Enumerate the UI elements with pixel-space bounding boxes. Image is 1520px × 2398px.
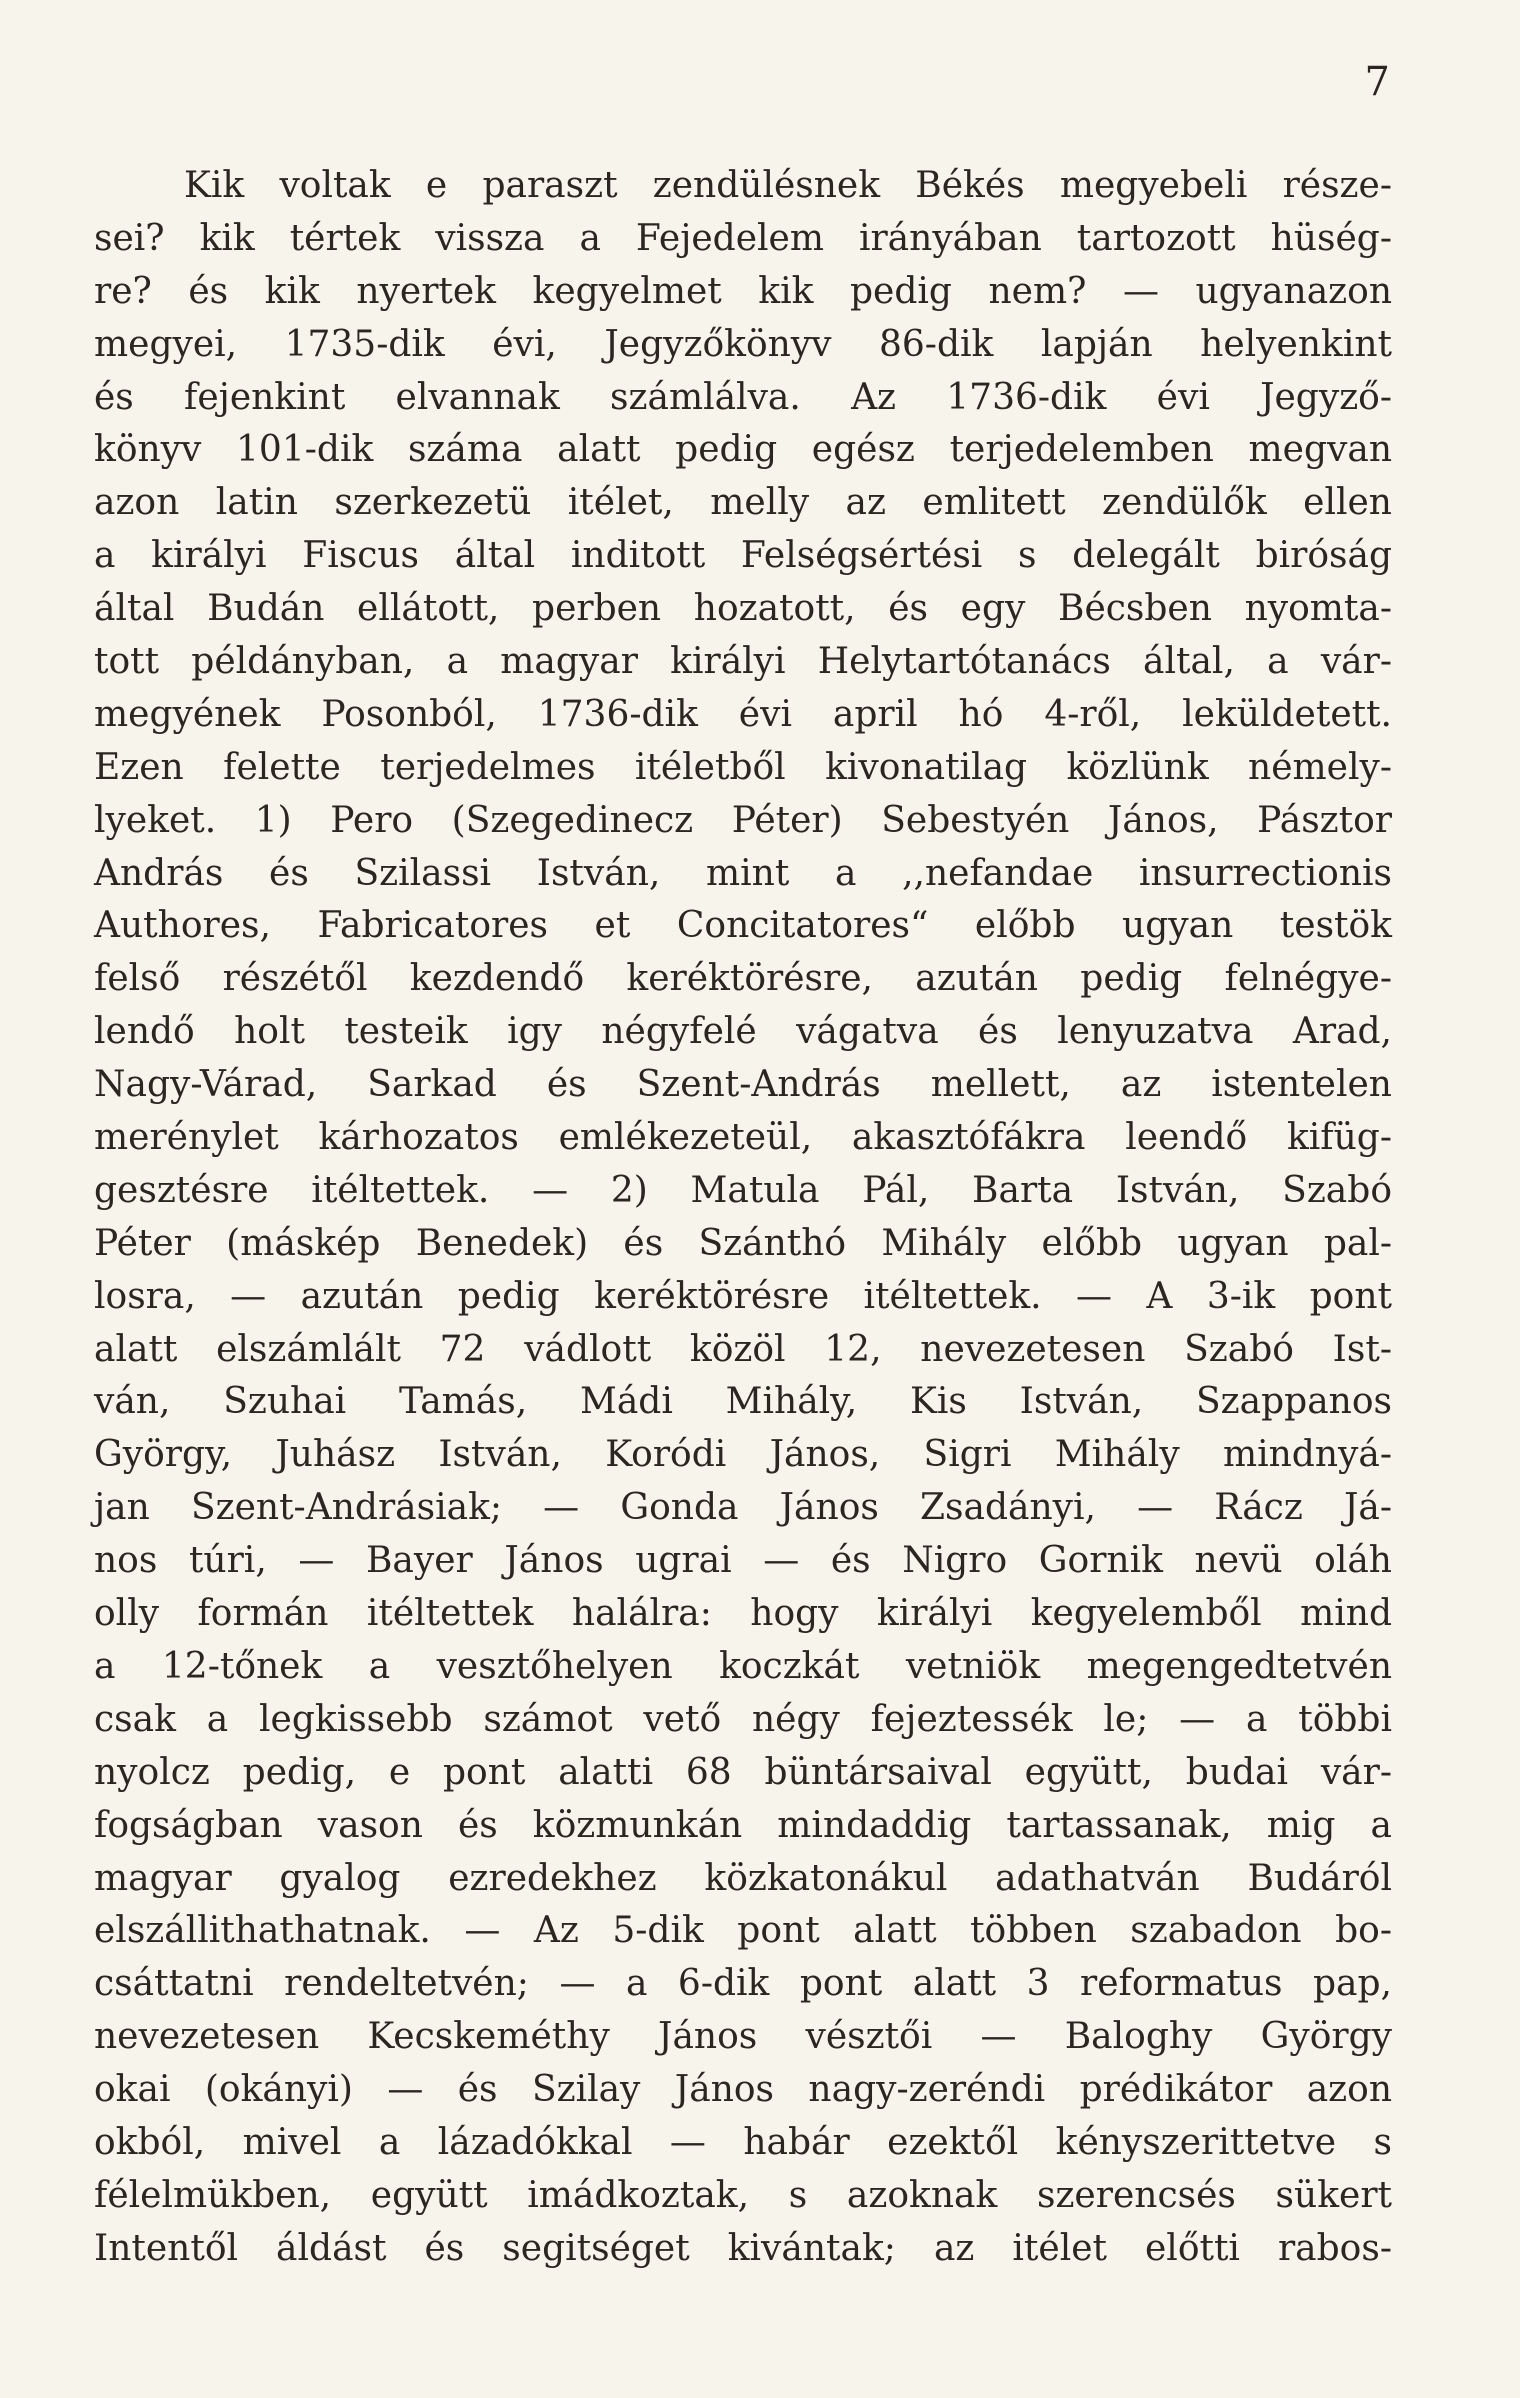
text-line: György, Juhász István, Koródi János, Sigri Mihály mindnyá- — [94, 1434, 1392, 1476]
text-line: Authores, Fabricatores et Concitatores“ előbb ugyan testök — [94, 905, 1392, 947]
text-line: sei? kik tértek vissza a Fejedelem irányában tartozott hüség- — [94, 217, 1392, 259]
text-line: Nagy-Várad, Sarkad és Szent-András mellett, az istentelen — [94, 1064, 1392, 1106]
text-line: könyv 101-dik száma alatt pedig egész terjedelemben megvan — [94, 429, 1392, 471]
text-line: nyolcz pedig, e pont alatti 68 büntársaival együtt, budai vár- — [94, 1751, 1392, 1793]
text-line: nos túri, — Bayer János ugrai — és Nigro Gornik nevü oláh — [94, 1540, 1392, 1582]
body-text — [94, 160, 1392, 2276]
text-line: jan Szent-Andrásiak; — Gonda János Zsadányi, — Rácz Já- — [94, 1487, 1392, 1529]
text-line: Kik voltak e paraszt zendülésnek Békés megyebeli része- — [184, 165, 1392, 206]
text-line: a 12-tőnek a vesztőhelyen koczkát vetniök megengedtetvén — [94, 1645, 1392, 1687]
text-line: csáttatni rendeltetvén; — a 6-dik pont alatt 3 reformatus pap, — [94, 1963, 1392, 2005]
text-line: András és Szilassi István, mint a ,,nefandae insurrectionis — [94, 852, 1392, 894]
text-line: okból, mivel a lázadókkal — habár ezektől kényszerittetve s — [94, 2121, 1392, 2163]
text-line: félelmükben, együtt imádkoztak, s azoknak szerencsés sükert — [94, 2174, 1392, 2216]
text-line: lyeket. 1) Pero (Szegedinecz Péter) Sebestyén János, Pásztor — [94, 799, 1392, 841]
text-line: ván, Szuhai Tamás, Mádi Mihály, Kis István, Szappanos — [94, 1381, 1392, 1423]
text-line: felső részétől kezdendő keréktörésre, azután pedig felnégye- — [94, 958, 1392, 1000]
text-line: és fejenkint elvannak számlálva. Az 1736-dik évi Jegyző- — [94, 376, 1392, 418]
text-line: olly formán itéltettek halálra: hogy királyi kegyelemből mind — [94, 1593, 1392, 1635]
text-line: nevezetesen Kecskeméthy János vésztői — Baloghy György — [94, 2016, 1392, 2058]
text-line: okai (okányi) — és Szilay János nagy-zeréndi prédikátor azon — [94, 2069, 1392, 2111]
text-line: lendő holt testeik igy négyfelé vágatva és lenyuzatva Arad, — [94, 1011, 1392, 1053]
text-line: re? és kik nyertek kegyelmet kik pedig nem? — ugyanazon — [94, 270, 1392, 312]
text-line: által Budán ellátott, perben hozatott, és egy Bécsben nyomta- — [94, 588, 1392, 630]
text-line: azon latin szerkezetü itélet, melly az emlitett zendülők ellen — [94, 482, 1392, 524]
text-line: megyének Posonból, 1736-dik évi april hó 4-ről, leküldetett. — [94, 693, 1392, 735]
text-line: gesztésre itéltettek. — 2) Matula Pál, Barta István, Szabó — [94, 1169, 1392, 1211]
text-line: alatt elszámlált 72 vádlott közöl 12, nevezetesen Szabó Ist- — [94, 1328, 1392, 1370]
page-number: 7 — [1364, 59, 1390, 105]
text-line: megyei, 1735-dik évi, Jegyzőkönyv 86-dik lapján helyenkint — [94, 323, 1392, 365]
text-line: Intentől áldást és segitséget kivántak; az itélet előtti rabos- — [94, 2227, 1392, 2269]
text-line: fogságban vason és közmunkán mindaddig tartassanak, mig a — [94, 1804, 1392, 1846]
text-line: magyar gyalog ezredekhez közkatonákul adathatván Budáról — [94, 1857, 1392, 1899]
text-line: Péter (máskép Benedek) és Szánthó Mihály előbb ugyan pal- — [94, 1222, 1392, 1264]
text-line: csak a legkissebb számot vető négy fejeztessék le; — a többi — [94, 1698, 1392, 1740]
text-line: Ezen felette terjedelmes itéletből kivonatilag közlünk némely- — [94, 746, 1392, 788]
text-line: elszállithathatnak. — Az 5-dik pont alatt többen szabadon bo- — [94, 1910, 1392, 1952]
text-line: tott példányban, a magyar királyi Helytartótanács által, a vár- — [94, 641, 1392, 683]
text-line: a királyi Fiscus által inditott Felségsértési s delegált biróság — [94, 535, 1392, 577]
text-line: merénylet kárhozatos emlékezeteül, akasztófákra leendő kifüg- — [94, 1117, 1392, 1159]
text-line: losra, — azután pedig keréktörésre itéltettek. — A 3-ik pont — [94, 1275, 1392, 1317]
